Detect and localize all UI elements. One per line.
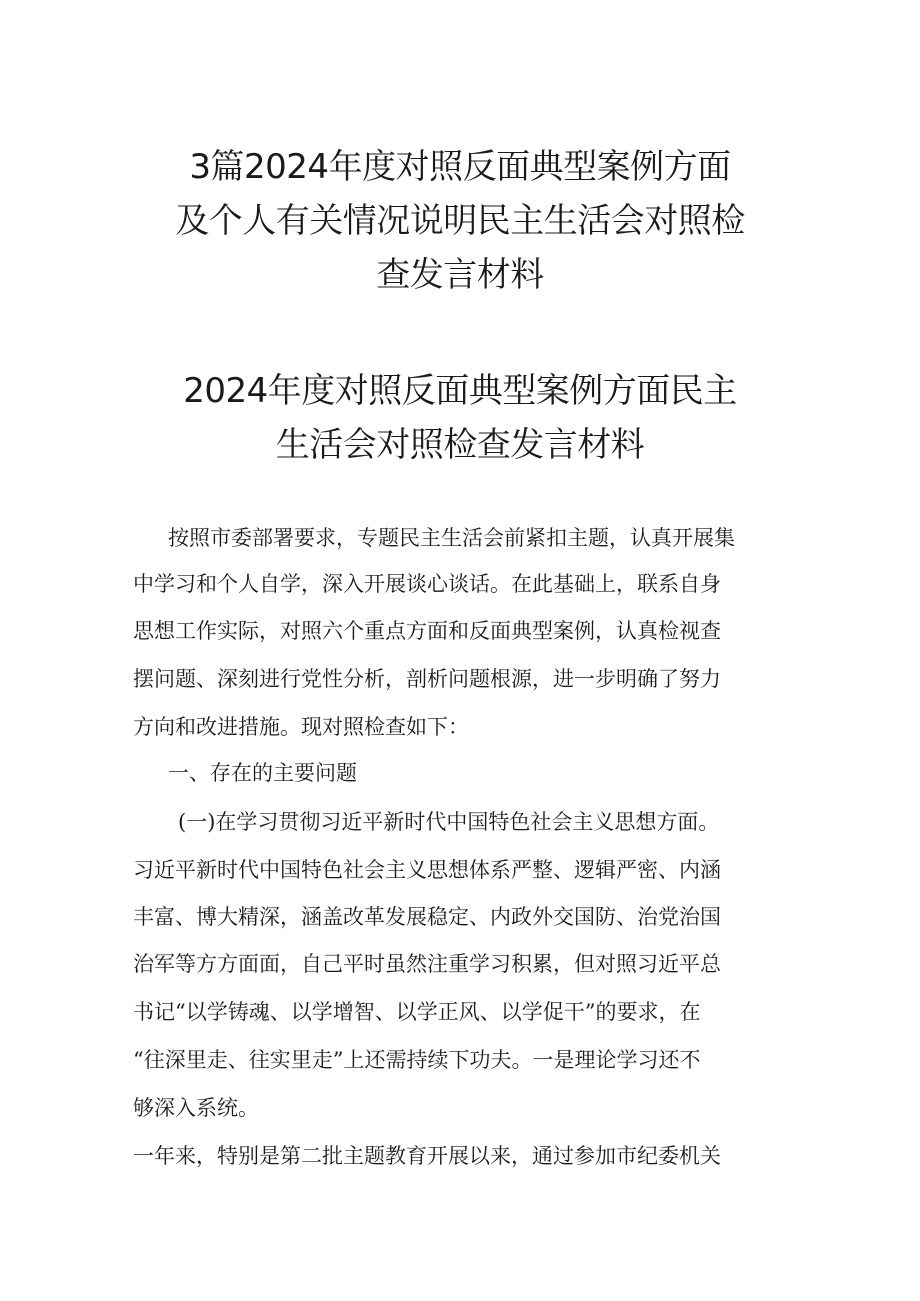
subtitle-line: 生活会对照检查发言材料 [275, 425, 645, 465]
subtitle-line: 2024年度对照反面典型案例方面民主 [183, 371, 737, 411]
body-paragraph-line: 够深入系统。 [133, 1096, 259, 1120]
document-subtitle [120, 364, 800, 472]
body-paragraph-line: 治军等方方面面，自己平时虽然注重学习积累，但对照习近平总 [133, 952, 721, 976]
body-paragraph-line: 按照市委部署要求，专题民主生活会前紧扣主题，认真开展集 [168, 526, 735, 550]
body-paragraph-line: 书记“以学铸魂、以学增智、以学正风、以学促干”的要求，在 [133, 1000, 701, 1024]
body-paragraph-line: 思想工作实际，对照六个重点方面和反面典型案例，认真检视查 [133, 619, 721, 643]
main-title-line: 3篇2024年度对照反面典型案例方面 [189, 147, 731, 187]
main-title-line: 查发言材料 [376, 255, 544, 295]
body-paragraph-line: “往深里走、往实里走”上还需持续下功夫。一是理论学习还不 [133, 1048, 701, 1072]
section-heading: 一、存在的主要问题 [168, 761, 357, 785]
subsection-heading: (一)在学习贯彻习近平新时代中国特色社会主义思想方面。 [178, 810, 720, 834]
body-paragraph-line: 一年来，特别是第二批主题教育开展以来，通过参加市纪委机关 [133, 1144, 721, 1168]
main-title-line: 及个人有关情况说明民主生活会对照检 [175, 201, 745, 241]
body-paragraph-line: 习近平新时代中国特色社会主义思想体系严整、逻辑严密、内涵 [133, 858, 721, 882]
document-main-title [120, 140, 800, 302]
body-paragraph-line: 摆问题、深刻进行党性分析，剖析问题根源，进一步明确了努力 [133, 667, 721, 691]
body-paragraph-line: 方向和改进措施。现对照检查如下： [133, 715, 469, 739]
body-paragraph-line: 中学习和个人自学，深入开展谈心谈话。在此基础上，联系自身 [133, 572, 721, 596]
body-paragraph-line: 丰富、博大精深，涵盖改革发展稳定、内政外交国防、治党治国 [133, 905, 721, 929]
